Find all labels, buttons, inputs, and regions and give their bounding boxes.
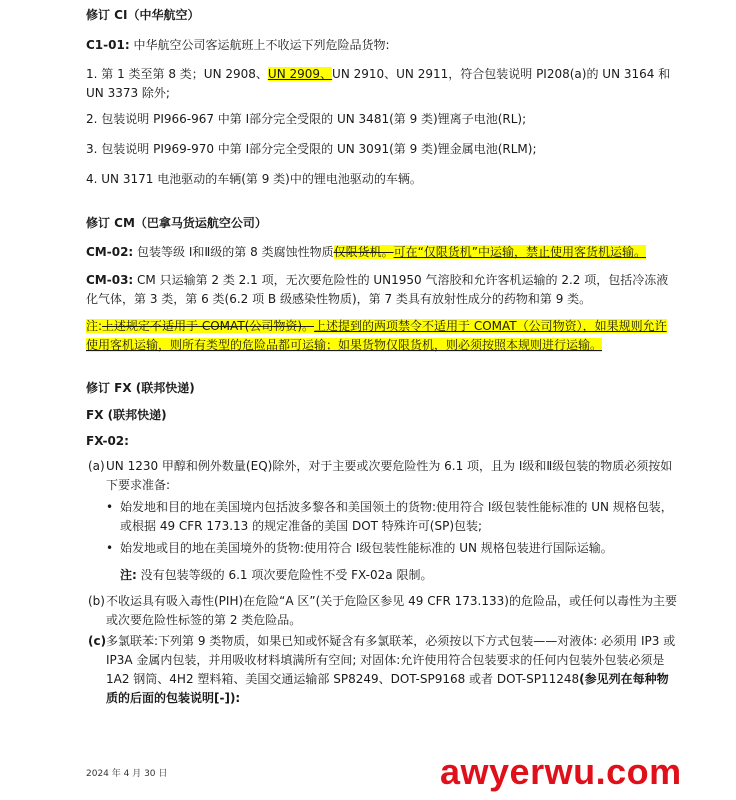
cm-02-label: CM-02: xyxy=(86,245,134,259)
c1-01-text: 中华航空公司客运航班上不收运下列危险品货物: xyxy=(129,38,390,52)
footer-date: 2024 年 4 月 30 日 xyxy=(86,769,168,779)
cm-03-text: CM 只运输第 2 类 2.1 项，无次要危险性的 UN1950 气溶胶和允许客机运输的 2.2 项，包括冷冻液化气体，第 3 类，第 6 类(6.2 项 B 级感染性物质)，第 7 类具有放射性成分的药物和第 9 类。 xyxy=(86,273,669,306)
c1-01-label: C1-01: xyxy=(86,38,130,52)
cm-heading: 修订 CM（巴拿马货运航空公司） xyxy=(86,216,267,230)
fx-heading: 修订 FX (联邦快递) xyxy=(86,381,195,395)
ci-heading: 修订 CI（中华航空） xyxy=(86,8,200,22)
c1-01-paragraph xyxy=(86,36,676,55)
cm-note xyxy=(86,317,676,355)
fx-02-label: FX-02: xyxy=(86,434,129,448)
fx-subheading: FX (联邦快递) xyxy=(86,408,167,422)
fx-02-a-label: (a) xyxy=(88,459,105,473)
ci-item-1 xyxy=(86,65,676,103)
ci-item-3: 3. 包装说明 PI969-970 中第 Ⅰ部分完全受限的 UN 3091(第 9 类)锂金属电池(RLM); xyxy=(86,142,537,156)
cm-note-highlight: 上述提到的两项禁令不适用于 COMAT（公司物资），如果规则允许使用客机运输，则所有类型的危险品都可运输；如果货物仅限货机，则必须按照本规则进行运输。 xyxy=(86,319,667,352)
cm-02-paragraph xyxy=(86,243,676,262)
ci-item-4: 4. UN 3171 电池驱动的车辆(第 9 类)中的锂电池驱动的车辆。 xyxy=(86,172,422,186)
ci-item-2: 2. 包装说明 PI966-967 中第 Ⅰ部分完全受限的 UN 3481(第 9 类)锂离子电池(RL); xyxy=(86,112,527,126)
watermark-logo: awyerwu.com xyxy=(440,751,682,792)
fx-02-a-text: UN 1230 甲醇和例外数量(EQ)除外，对于主要或次要危险性为 6.1 项，且为 Ⅰ级和Ⅱ级包装的物质必须按如下要求准备: xyxy=(106,459,673,492)
fx-02-c-bold: (参见列在每种物质的后面的包装说明[-]): xyxy=(106,672,669,705)
ci-item-1-b: UN 2910、UN 2911，符合包装说明 PI208(a)的 UN 3164 和 UN 3373 除外; xyxy=(86,67,671,100)
bullet-1-marker: • xyxy=(106,500,114,514)
fx-02-b-label: (b) xyxy=(88,594,105,608)
ci-item-1-highlight: UN 2909、 xyxy=(267,67,333,81)
fx-bullet-1: 始发地和目的地在美国境内包括波多黎各和美国领土的货物:使用符合 Ⅰ级包装性能标准的 UN 规格包装，或根据 49 CFR 173.13 的规定准备的美国 DOT 特殊许可(SP)包装; xyxy=(120,500,673,533)
cm-03-paragraph xyxy=(86,271,676,309)
fx-02-c-label: (c) xyxy=(88,634,107,648)
bullet-2-marker: • xyxy=(106,541,114,555)
fx-bullet-2: 始发地或目的地在美国境外的货物:使用符合 Ⅰ级包装性能标准的 UN 规格包装进行国际运输。 xyxy=(120,541,613,555)
fx-02-c-text xyxy=(106,632,678,708)
fx-note-label: 注: xyxy=(120,568,137,582)
fx-02-b-text: 不收运具有吸入毒性(PIH)在危险“A 区”(关于危险区参见 49 CFR 173.133)的危险品，或任何以毒性为主要或次要危险性标签的第 2 类危险品。 xyxy=(106,594,677,627)
cm-03-label: CM-03: xyxy=(86,273,134,287)
fx-note xyxy=(120,566,676,585)
cm-02-highlight: 可在“仅限货机”中运输，禁止使用客货机运输。 xyxy=(393,245,647,259)
cm-02-struck: 仅限货机。 xyxy=(333,245,394,259)
cm-note-struck: 上述规定不适用于 COMAT(公司物资)。 xyxy=(102,319,315,333)
fx-note-text: 没有包装等级的 6.1 项次要危险性不受 FX-02a 限制。 xyxy=(136,568,433,582)
cm-02-text: 包装等级 Ⅰ和Ⅱ级的第 8 类腐蚀性物质 xyxy=(133,245,334,259)
ci-item-1-a: 1. 第 1 类至第 8 类；UN 2908、 xyxy=(86,67,268,81)
fx-02-c-body: 多氯联苯:下列第 9 类物质，如果已知或怀疑含有多氯联苯，必须按以下方式包装——对液体: 必须用 IP3 或 IP3A 金属内包装，并用吸收材料填满所有空间; 对固体:允许使用符合包装要求的任何内包装外包装必须是 1A2 钢筒、4H2 塑料箱、美国交通运输部 SP8249、DOT-SP9168 或者 DOT-SP11248 xyxy=(106,634,676,686)
cm-note-prefix: 注: xyxy=(86,319,103,333)
